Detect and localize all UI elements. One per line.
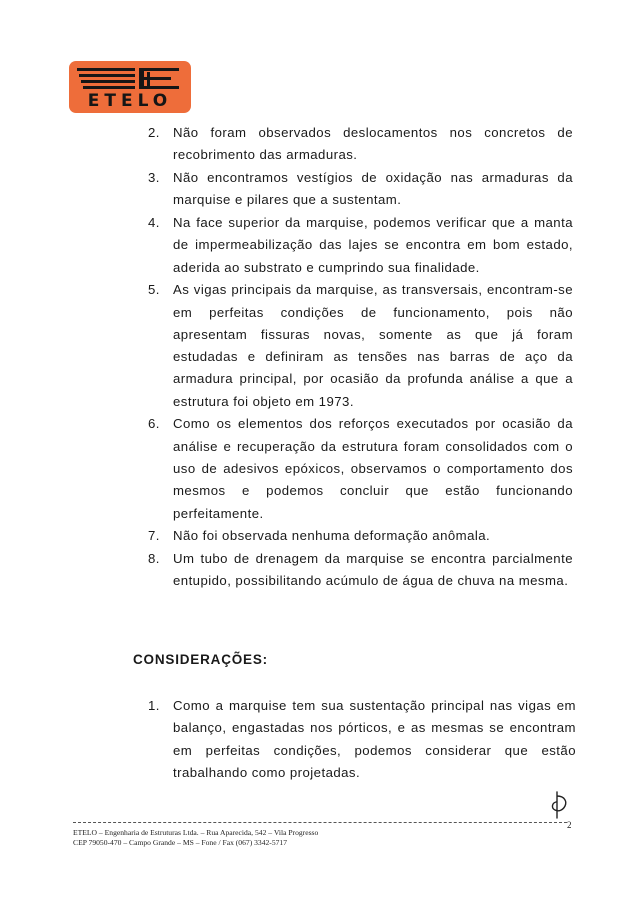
list-item: [148, 548, 573, 593]
item-text: Não encontramos vestígios de oxidação nas armaduras da marquise e pilares que a sustentam.: [173, 169, 573, 208]
item-text: Não foram observados deslocamentos nos concretos de recobrimento das armaduras.: [173, 125, 573, 163]
item-number: 1.: [148, 698, 160, 713]
item-text: Não foi observada nenhuma deformação anômala.: [173, 528, 491, 544]
observations-list: [148, 122, 573, 593]
item-text: Como os elementos dos reforços executados por ocasião da análise e recuperação da estrutura foram consolidados com o uso de adesivos epóxicos, observamos o comportamento dos mesmos e podemos concluir que estão funcionando perfeitamente.: [173, 416, 573, 521]
footer-address: [73, 828, 493, 848]
item-number: 6.: [148, 416, 160, 432]
item-number: 2.: [148, 125, 160, 140]
list-item: [148, 122, 573, 167]
list-item: [148, 525, 573, 547]
footer-divider: [73, 822, 567, 823]
item-text: Como a marquise tem sua sustentação principal nas vigas em balanço, engastadas nos pórticos, e as mesmas se encontram em perfeitas condições, podemos considerar que estão trabalhando como projetadas.: [173, 698, 576, 780]
list-item: [148, 167, 573, 212]
etelo-logo-mark-icon: [77, 66, 183, 94]
page-number: 2: [567, 820, 572, 830]
item-text: Na face superior da marquise, podemos verificar que a manta de impermeabilização das lajes se encontra em bom estado, aderida ao substrato e cumprindo sua finalidade.: [173, 214, 573, 275]
list-item: [148, 413, 573, 524]
item-number: 5.: [148, 282, 160, 298]
item-number: 3.: [148, 169, 160, 185]
list-item: [148, 695, 576, 784]
footer-address-line: CEP 79050-470 – Campo Grande – MS – Fone / Fax (067) 3342-5717: [73, 838, 288, 847]
considerations-heading: CONSIDERAÇÕES:: [133, 652, 268, 667]
footer-address-line: ETELO – Engenharia de Estruturas Ltda. – Rua Aparecida, 542 – Vila Progresso: [73, 828, 319, 837]
list-item: [148, 212, 573, 279]
considerations-list: [148, 695, 576, 785]
list-item: [148, 279, 573, 413]
item-text: Um tubo de drenagem da marquise se encontra parcialmente entupido, possibilitando acúmulo de água de chuva na mesma.: [173, 550, 573, 589]
item-text: As vigas principais da marquise, as transversais, encontram-se em perfeitas condições de funcionamento, pois não apresentam fissuras novas, somente as que já foram estudadas e definiram as tensões nas barras de aço da armadura principal, por ocasião da profunda análise a que a estrutura foi objeto em 1973.: [173, 282, 573, 409]
item-number: 4.: [148, 214, 160, 230]
signature-initials-icon: [548, 791, 570, 821]
logo-wordmark: ETELO: [87, 91, 173, 111]
etelo-logo: [69, 61, 191, 113]
item-number: 8.: [148, 550, 160, 566]
item-number: 7.: [148, 528, 160, 544]
